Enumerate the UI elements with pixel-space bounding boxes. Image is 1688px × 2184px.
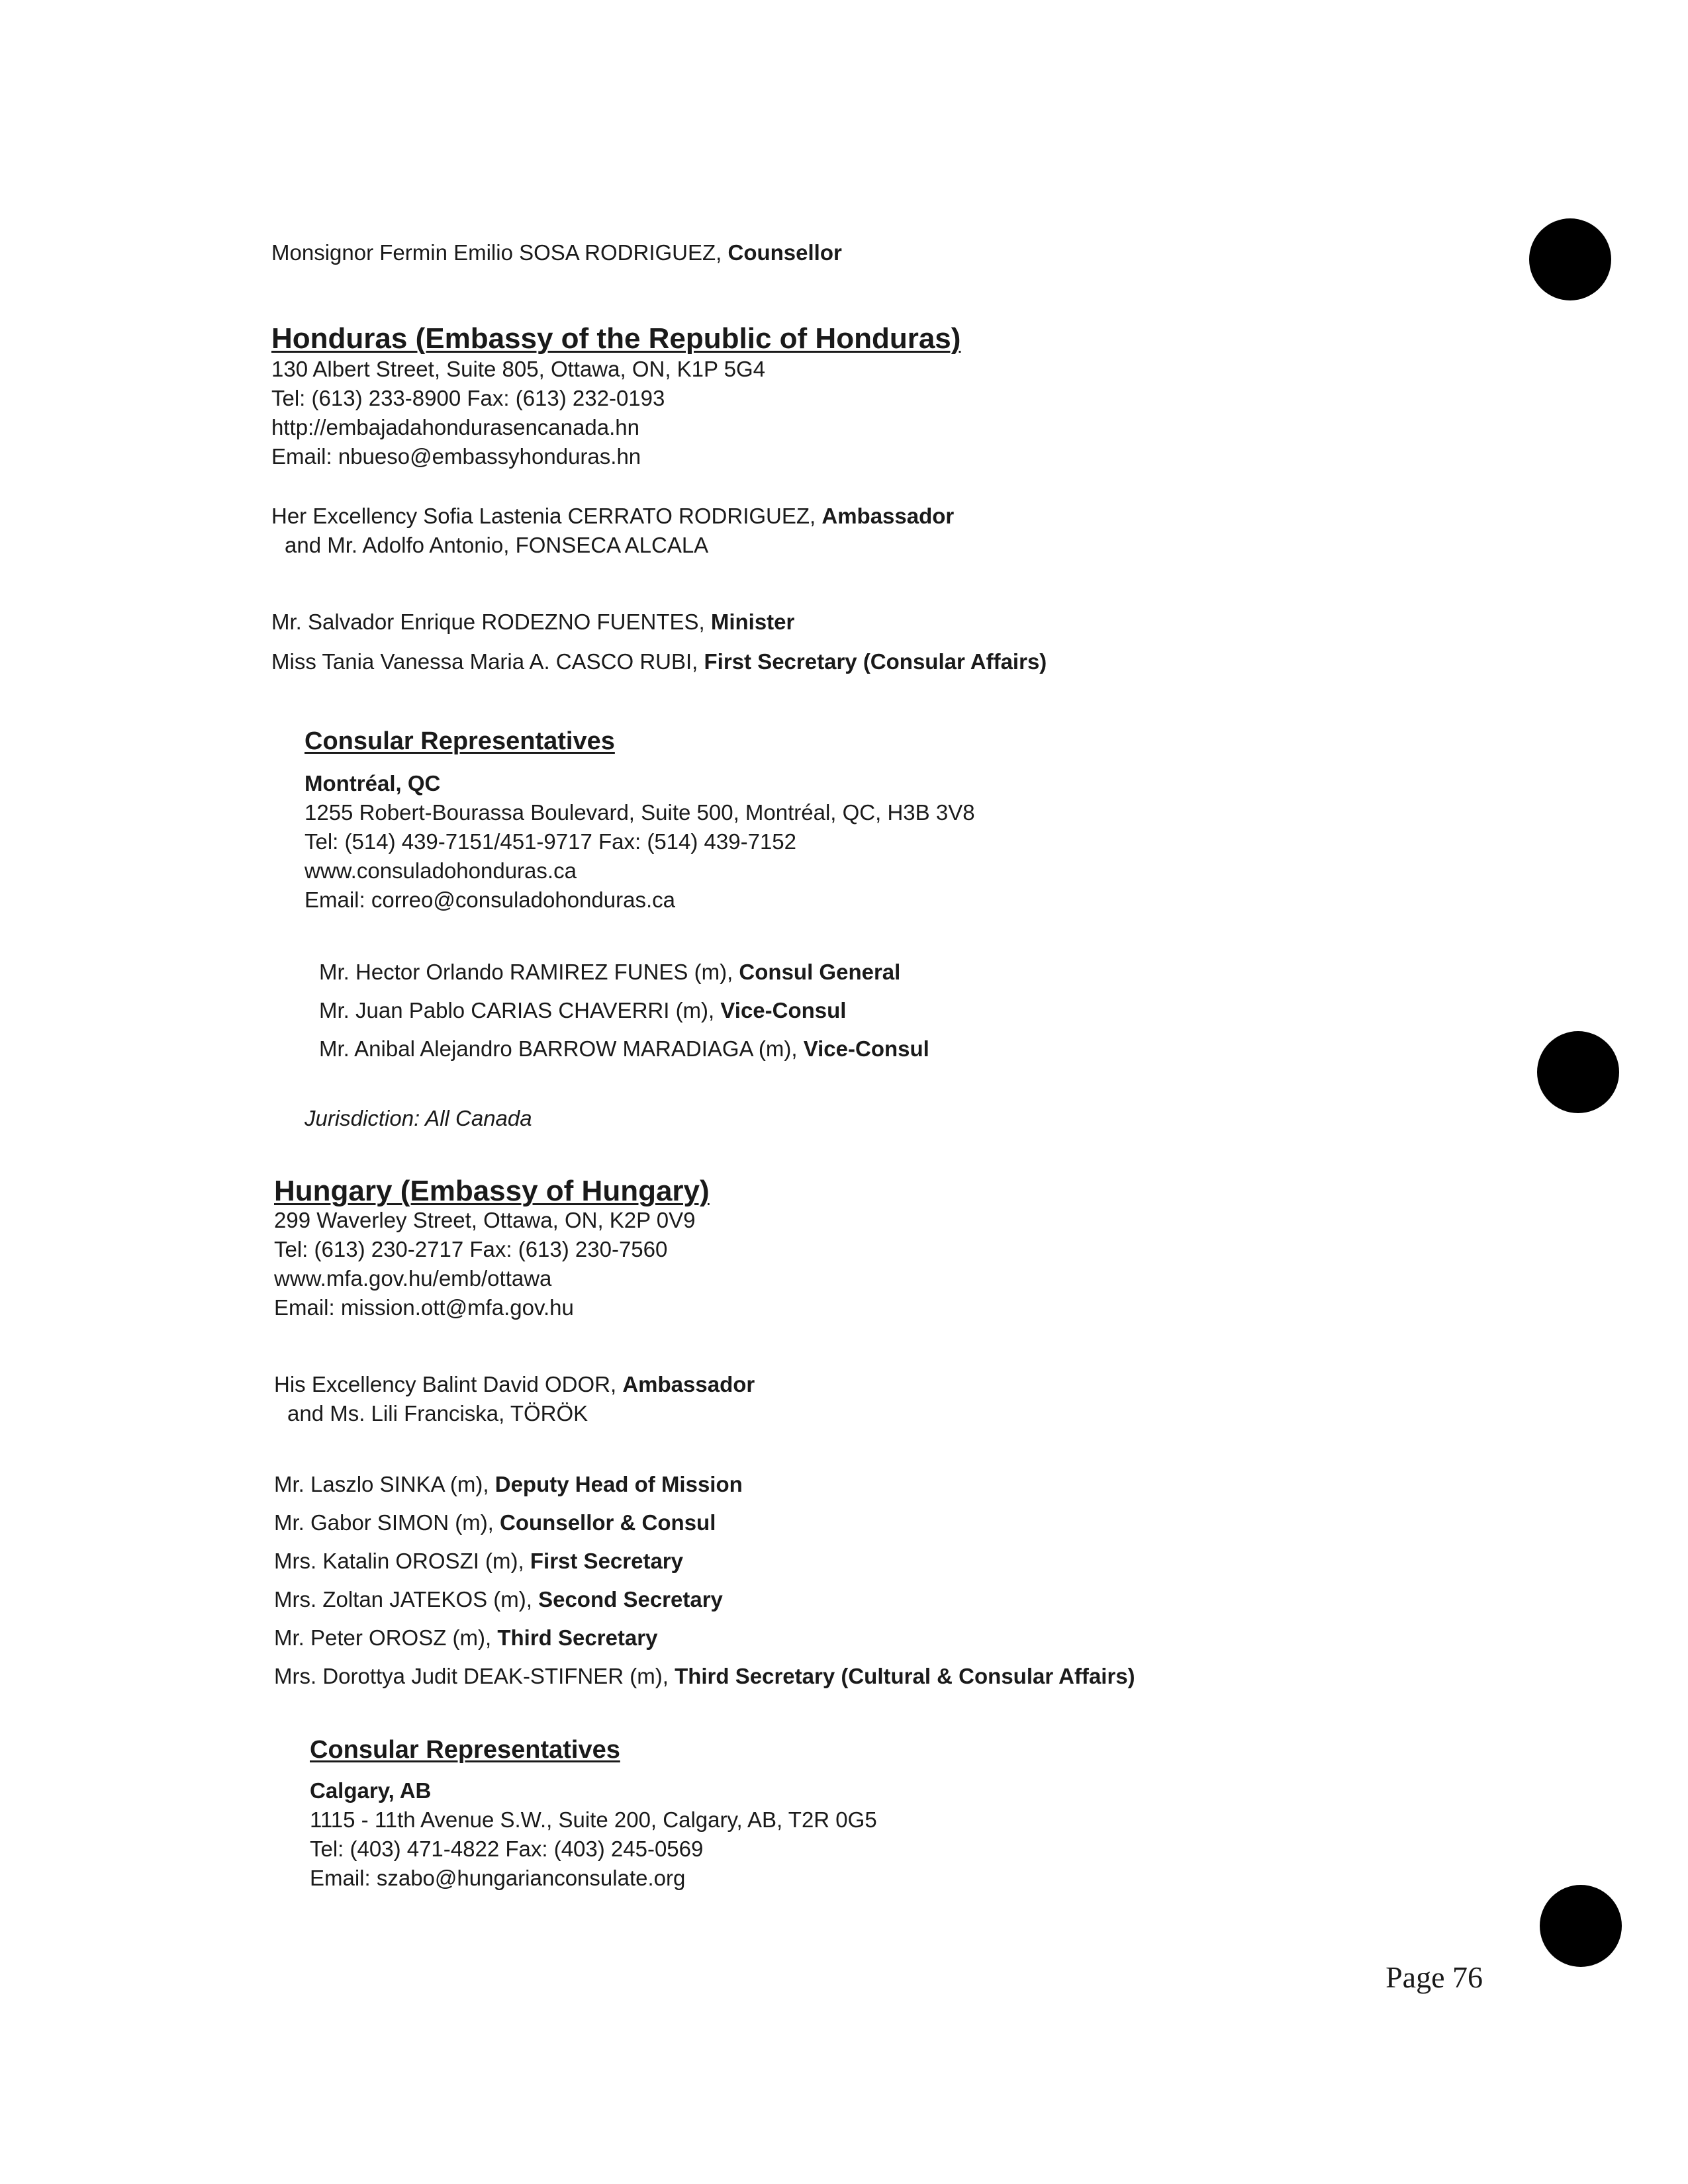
top-entry (271, 238, 842, 267)
person-title: Deputy Head of Mission (494, 1472, 743, 1496)
person-name: Mrs. Dorottya Judit DEAK-STIFNER (m), (274, 1664, 675, 1688)
person-title: Consul General (739, 960, 901, 984)
staff-row (319, 953, 929, 991)
hungary-staff (274, 1465, 1135, 1696)
person-title: Vice-Consul (803, 1036, 929, 1061)
person-title: Vice-Consul (720, 998, 847, 1023)
person-title: Ambassador (622, 1372, 755, 1396)
consular-city: Montréal, QC (305, 771, 441, 796)
staff-row (274, 1657, 1135, 1696)
email: Email: nbueso@embassyhonduras.hn (271, 444, 641, 469)
address: 1255 Robert-Bourassa Boulevard, Suite 500, Montréal, QC, H3B 3V8 (305, 800, 975, 825)
person-title: Third Secretary (497, 1625, 658, 1650)
person-name: Mr. Salvador Enrique RODEZNO FUENTES, (271, 610, 711, 634)
phone-fax: Tel: (403) 471-4822 Fax: (403) 245-0569 (310, 1837, 704, 1861)
staff-row (319, 1030, 929, 1068)
website: http://embajadahondurasencanada.hn (271, 415, 639, 439)
person-name: Mr. Peter OROSZ (m), (274, 1625, 498, 1650)
website: www.consuladohonduras.ca (305, 858, 577, 883)
phone-fax: Tel: (613) 233-8900 Fax: (613) 232-0193 (271, 386, 665, 410)
spouse: and Mr. Adolfo Antonio, FONSECA ALCALA (285, 533, 709, 557)
honduras-contact (271, 355, 765, 471)
punch-hole-middle (1537, 1031, 1619, 1113)
person-title: Minister (710, 610, 795, 634)
person-title: First Secretary (530, 1549, 684, 1573)
person-name: Monsignor Fermin Emilio SOSA RODRIGUEZ, (271, 240, 728, 265)
email: Email: correo@consuladohonduras.ca (305, 887, 675, 912)
email: Email: szabo@hungarianconsulate.org (310, 1866, 686, 1890)
phone-fax: Tel: (613) 230-2717 Fax: (613) 230-7560 (274, 1237, 668, 1261)
person-name: Her Excellency Sofia Lastenia CERRATO RODRIGUEZ, (271, 504, 822, 528)
person-title: Third Secretary (Cultural & Consular Affairs) (675, 1664, 1135, 1688)
person-title: Second Secretary (538, 1587, 723, 1612)
person-title: Counsellor (727, 240, 842, 265)
staff-row (274, 1619, 1135, 1657)
honduras-staff (271, 602, 1047, 682)
person-name: Mr. Anibal Alejandro BARROW MARADIAGA (m), (319, 1036, 804, 1061)
person-name: Mrs. Zoltan JATEKOS (m), (274, 1587, 539, 1612)
punch-hole-bottom (1540, 1885, 1622, 1967)
honduras-consular-heading: Consular Representatives (305, 727, 615, 755)
hungary-heading: Hungary (Embassy of Hungary) (274, 1175, 710, 1207)
hungary-consular-contact (310, 1776, 877, 1893)
person-name: Miss Tania Vanessa Maria A. CASCO RUBI, (271, 649, 704, 674)
staff-row (271, 642, 1047, 682)
page-number: Page 76 (1385, 1960, 1483, 1994)
address: 1115 - 11th Avenue S.W., Suite 200, Calgary, AB, T2R 0G5 (310, 1807, 877, 1832)
hungary-ambassador (274, 1370, 755, 1428)
consular-city: Calgary, AB (310, 1778, 432, 1803)
person-title: First Secretary (Consular Affairs) (704, 649, 1047, 674)
address: 130 Albert Street, Suite 805, Ottawa, ON, K1P 5G4 (271, 357, 765, 381)
staff-row (274, 1580, 1135, 1619)
person-name: Mr. Hector Orlando RAMIREZ FUNES (m), (319, 960, 739, 984)
person-title: Ambassador (821, 504, 955, 528)
person-name: His Excellency Balint David ODOR, (274, 1372, 623, 1396)
person-title: Counsellor & Consul (500, 1510, 716, 1535)
person-name: Mr. Juan Pablo CARIAS CHAVERRI (m), (319, 998, 721, 1023)
person-name: Mr. Laszlo SINKA (m), (274, 1472, 495, 1496)
person-name: Mrs. Katalin OROSZI (m), (274, 1549, 530, 1573)
phone-fax: Tel: (514) 439-7151/451-9717 Fax: (514) 439-7152 (305, 829, 796, 854)
staff-row (319, 991, 929, 1030)
staff-row (274, 1542, 1135, 1580)
staff-row (274, 1465, 1135, 1504)
honduras-jurisdiction: Jurisdiction: All Canada (305, 1106, 532, 1130)
staff-row (274, 1504, 1135, 1542)
address: 299 Waverley Street, Ottawa, ON, K2P 0V9 (274, 1208, 696, 1232)
website: www.mfa.gov.hu/emb/ottawa (274, 1266, 552, 1291)
punch-hole-top (1529, 218, 1611, 300)
hungary-contact (274, 1206, 695, 1322)
spouse: and Ms. Lili Franciska, TÖRÖK (287, 1401, 588, 1426)
honduras-consular-staff (319, 953, 929, 1068)
person-name: Mr. Gabor SIMON (m), (274, 1510, 500, 1535)
email: Email: mission.ott@mfa.gov.hu (274, 1295, 574, 1320)
honduras-consular-contact (305, 769, 975, 915)
hungary-consular-heading: Consular Representatives (310, 1736, 620, 1764)
staff-row (271, 602, 1047, 642)
honduras-ambassador (271, 502, 954, 560)
honduras-heading: Honduras (Embassy of the Republic of Honduras) (271, 322, 961, 355)
